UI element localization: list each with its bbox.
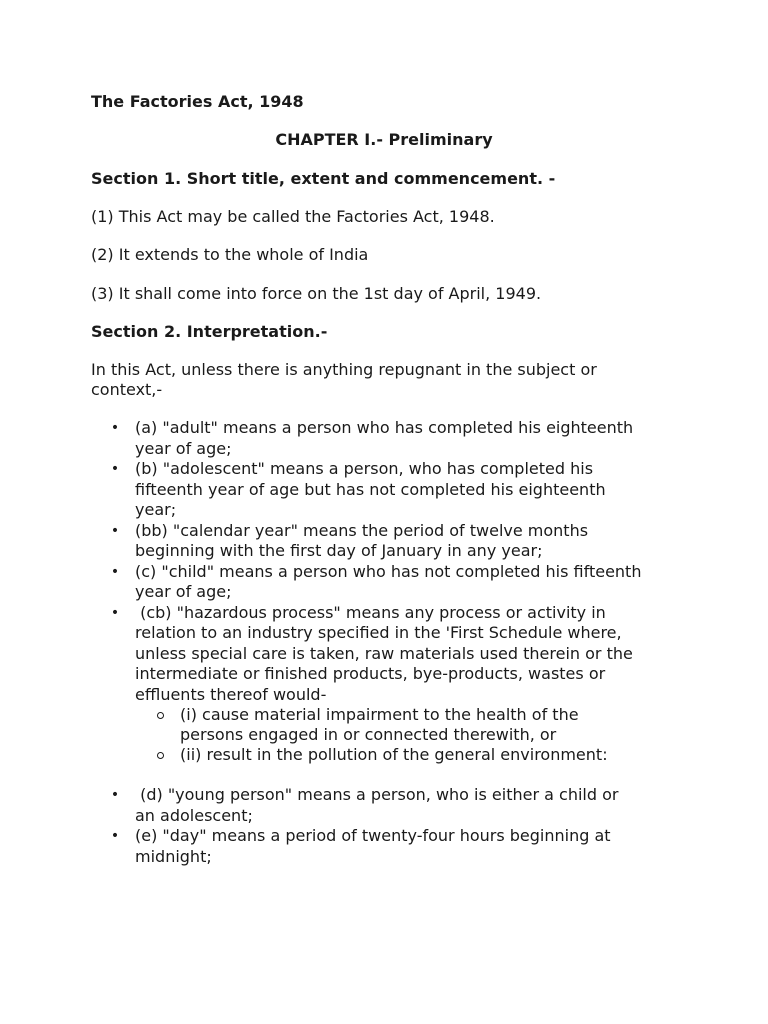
definition-line: (e) "day" means a period of twenty-four hours beginning at (135, 826, 611, 845)
definition-line: (bb) "calendar year" means the period of twelve months (135, 520, 589, 540)
definition-item (91, 785, 691, 826)
section-1-clause: (1) This Act may be called the Factories Act, 1948. (91, 207, 495, 226)
document-title: The Factories Act, 1948 (91, 92, 304, 111)
definition-line: year of age; (135, 438, 232, 458)
definition-item (91, 521, 691, 562)
definition-line: year of age; (135, 582, 232, 601)
definition-line: (a) "adult" means a person who has completed his eighteenth (135, 418, 634, 437)
section-2-heading: Section 2. Interpretation.- (91, 322, 328, 341)
chapter-heading: CHAPTER I.- Preliminary (275, 130, 493, 149)
hazard-sublist (135, 705, 691, 765)
definition-line: (c) "child" means a person who has not completed his fifteenth (135, 561, 642, 581)
section-2-intro (91, 360, 691, 400)
definition-line: intermediate or finished products, bye-products, wastes or (135, 664, 606, 683)
definitions-list (91, 418, 691, 765)
section-1-clause: (2) It extends to the whole of India (91, 245, 369, 264)
definition-line: unless special care is taken, raw materials used therein or the (135, 643, 633, 663)
definition-line: (b) "adolescent" means a person, who has completed his (135, 459, 594, 478)
definition-line: (cb) "hazardous process" means any process or activity in (135, 602, 606, 622)
bullet-icon: • (110, 787, 120, 803)
bullet-icon: • (110, 563, 120, 580)
bullet-icon: • (110, 420, 120, 436)
definition-item (91, 603, 691, 766)
definition-line: relation to an industry specified in the 'First Schedule where, (135, 623, 622, 642)
definition-item (91, 418, 691, 459)
intro-line: In this Act, unless there is anything repugnant in the subject or (91, 360, 597, 379)
sub-item-line: (i) cause material impairment to the health of the (180, 705, 579, 724)
definition-line: an adolescent; (135, 805, 253, 825)
bullet-icon: • (110, 828, 120, 844)
sub-item-line: persons engaged in or connected therewith, or (180, 725, 557, 744)
bullet-icon: • (110, 522, 120, 539)
definition-line: year; (135, 500, 177, 519)
definition-line: beginning with the first day of January in any year; (135, 541, 543, 560)
sub-item-line: (ii) result in the pollution of the general environment: (180, 745, 608, 764)
intro-line: context,- (91, 380, 163, 399)
definitions-list-continued (91, 785, 691, 867)
circle-bullet-icon (157, 752, 164, 759)
definition-line: midnight; (135, 846, 212, 866)
section-1-heading: Section 1. Short title, extent and commencement. - (91, 169, 556, 188)
definition-line: (d) "young person" means a person, who is either a child or (135, 785, 619, 804)
circle-bullet-icon (157, 712, 164, 719)
definition-item (91, 459, 691, 521)
bullet-icon: • (110, 461, 120, 477)
definition-item (91, 562, 691, 603)
sub-item (135, 745, 691, 765)
sub-item (135, 705, 691, 745)
definition-line: fifteenth year of age but has not completed his eighteenth (135, 479, 606, 499)
bullet-icon: • (110, 604, 120, 621)
definition-line: effluents thereof would- (135, 684, 327, 704)
definition-item (91, 826, 691, 867)
section-1-clause: (3) It shall come into force on the 1st day of April, 1949. (91, 284, 542, 303)
